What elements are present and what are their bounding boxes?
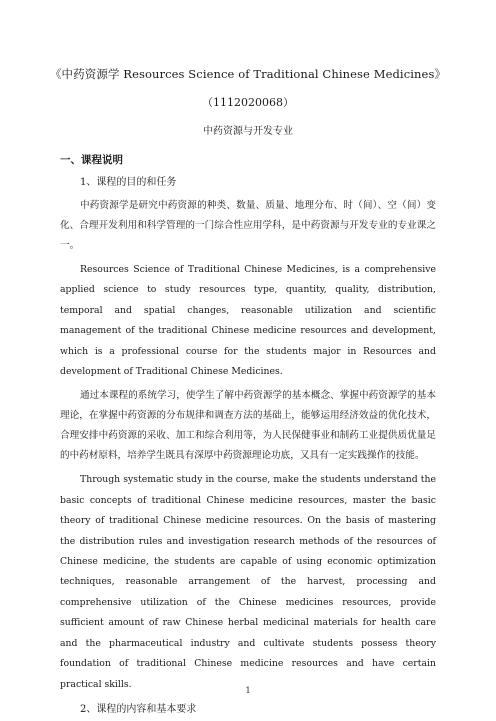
paragraph-definition-en: Resources Science of Traditional Chinese Medicines, is a comprehensive applied science to study resources type, quantity, quality, distribution, temporal and spatial changes, reasonable utilization and scientific management of the traditional Chinese medicine resources and development, which is a professional course for the students major in Resources and development of Traditional Chinese Medicines. <box>60 264 436 378</box>
section-heading-course-description: 一、课程说明 <box>60 154 123 166</box>
course-code: （1112020068） <box>202 96 294 109</box>
subsection-heading-purpose: 1、课程的目的和任务 <box>80 177 177 188</box>
subsection-heading-content: 2、课程的内容和基本要求 <box>80 703 197 715</box>
page-number: 1 <box>245 686 251 695</box>
document-title: 《中药资源学 Resources Science of Traditional Chinese Medicines》 <box>49 67 447 81</box>
major-name: 中药资源与开发专业 <box>203 126 293 137</box>
paragraph-objectives-zh: 通过本课程的系统学习，使学生了解中药资源学的基本概念、掌握中药资源学的基本理论，在掌握中药资源的分布规律和调查方法的基础上，能够运用经济效益的优化技术，合理安排中药资源的采收、加工和综合利用等，为人民保健事业和制药工业提供质优量足的中药材原料，培养学生既具有深厚中药资源理论功底，又具有一定实践操作的技能。 <box>60 390 436 462</box>
paragraph-definition-zh: 中药资源学是研究中药资源的种类、数量、质量、地理分布、时（间）、空（间）变化、合理开发利用和科学管理的一门综合性应用学科，是中药资源与开发专业的专业课之一。 <box>60 200 436 251</box>
document-body <box>60 150 436 721</box>
paragraph-objectives-en: Through systematic study in the course, make the students understand the basic concepts of traditional Chinese medicine resources, master the basic theory of traditional Chinese medicine resources. On the basis of mastering the distribution rules and investigation research methods of the resources of Chinese medicine, the students are capable of using economic optimization techniques, reasonable arrangement of the harvest, processing and comprehensive utilization of the Chinese medicines resources, provide sufficient amount of raw Chinese herbal medicinal materials for health care and the pharmaceutical industry and cultivate students possess theory foundation of traditional Chinese medicine resources and have certain practical skills. <box>60 474 436 690</box>
